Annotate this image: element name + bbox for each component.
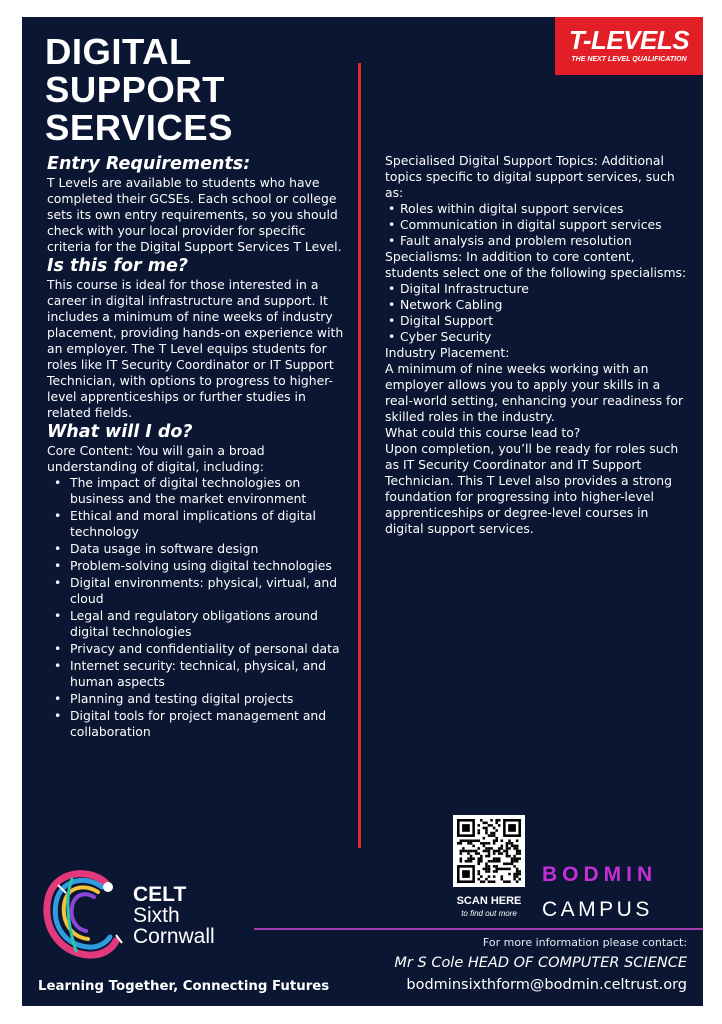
- is-this-for-me-text: This course is ideal for those interested in a career in digital infrastructure and support. It includes a minimum of nine weeks of industry placement, providing hands-on experience with an employer. The T Level equips students for roles like IT Security Coordinator or IT Support Technician, with options to progress to higher-level apprenticeships or further studies in related fields.: [47, 277, 344, 420]
- list-item: • Cyber Security: [385, 329, 687, 345]
- list-item: • Problem-solving using digital technologies: [52, 558, 345, 574]
- qr-code-pattern: [457, 819, 521, 883]
- course-lead-heading: What could this course lead to?: [385, 425, 581, 440]
- is-this-for-me-heading: Is this for me?: [47, 256, 188, 276]
- celt-logo-icon: [36, 865, 130, 963]
- list-item: • Legal and regulatory obligations around digital technologies: [52, 608, 345, 640]
- list-item: • Digital tools for project management and collaboration: [52, 708, 345, 740]
- core-content-list: [52, 475, 345, 740]
- list-item: • Internet security: technical, physical, and human aspects: [52, 658, 345, 690]
- page-title: [45, 33, 233, 147]
- list-item: • Communication in digital support services: [385, 217, 687, 233]
- specialisms-list: [385, 281, 687, 345]
- campus-label: CAMPUS: [542, 898, 653, 921]
- list-item: • Digital Infrastructure: [385, 281, 687, 297]
- entry-requirements-text: T Levels are available to students who have completed their GCSEs. Each school or college sets its own entry requirements, so you should check with your local provider for specific criteria for the Digital Support Services T Level.: [47, 175, 342, 254]
- list-item: • Network Cabling: [385, 297, 687, 313]
- list-item: • Fault analysis and problem resolution: [385, 233, 687, 249]
- list-item: • Digital environments: physical, virtual, and cloud: [52, 575, 345, 607]
- industry-placement-heading: Industry Placement:: [385, 345, 510, 360]
- footer-divider: [254, 928, 703, 930]
- celt-wordmark-line: Cornwall: [133, 925, 215, 948]
- list-item: • Data usage in software design: [52, 541, 345, 557]
- campus-name: BODMIN: [542, 863, 658, 886]
- list-item: • Roles within digital support services: [385, 201, 687, 217]
- industry-placement-text: A minimum of nine weeks working with an employer allows you to apply your skills in a real-world setting, enhancing your readiness for skilled roles in the industry.: [385, 361, 684, 424]
- course-lead-text: Upon completion, you’ll be ready for roles such as IT Security Coordinator and IT Support Technician. This T Level also provides a strong foundation for progressing into higher-level apprenticeships or degree-level courses in digital support services.: [385, 441, 679, 536]
- contact-prompt: For more information please contact:: [482, 936, 687, 949]
- scan-here-title: SCAN HERE: [456, 895, 522, 907]
- t-levels-logo-text: T-LEVELS: [568, 25, 690, 55]
- title-line: SUPPORT: [45, 69, 225, 110]
- entry-requirements-heading: Entry Requirements:: [47, 154, 251, 174]
- t-levels-logo: [555, 17, 703, 75]
- title-line: DIGITAL: [45, 31, 192, 72]
- list-item: • The impact of digital technologies on business and the market environment: [52, 475, 345, 507]
- what-will-i-do-heading: What will I do?: [47, 422, 193, 442]
- list-item: • Privacy and confidentiality of personal data: [52, 641, 345, 657]
- list-item: • Planning and testing digital projects: [52, 691, 345, 707]
- list-item: • Digital Support: [385, 313, 687, 329]
- flyer-page: [22, 17, 703, 1006]
- right-column: [385, 153, 687, 537]
- t-levels-logo-tagline: THE NEXT LEVEL QUALIFICATION: [571, 56, 687, 63]
- core-content-intro: Core Content: You will gain a broad understanding of digital, including:: [47, 443, 265, 474]
- scan-here-subtitle: to find out more: [461, 909, 517, 918]
- topics-list: [385, 201, 687, 249]
- title-line: SERVICES: [45, 107, 233, 148]
- contact-name: Mr S Cole HEAD OF COMPUTER SCIENCE: [394, 955, 687, 971]
- list-item: • Ethical and moral implications of digital technology: [52, 508, 345, 540]
- column-divider: [358, 63, 361, 848]
- celt-wordmark-line: CELT: [133, 883, 187, 906]
- celt-wordmark-line: Sixth: [133, 904, 180, 927]
- qr-code[interactable]: [453, 815, 525, 887]
- left-column: [47, 153, 345, 741]
- tagline: Learning Together, Connecting Futures: [38, 979, 330, 994]
- scan-here-caption: [442, 895, 536, 920]
- specialisms-intro: Specialisms: In addition to core content, students select one of the following specialisms:: [385, 249, 687, 280]
- contact-email[interactable]: bodminsixthform@bodmin.celtrust.org: [406, 977, 687, 993]
- celt-wordmark: [133, 884, 215, 947]
- topics-intro: Specialised Digital Support Topics: Additional topics specific to digital support services, such as:: [385, 153, 675, 200]
